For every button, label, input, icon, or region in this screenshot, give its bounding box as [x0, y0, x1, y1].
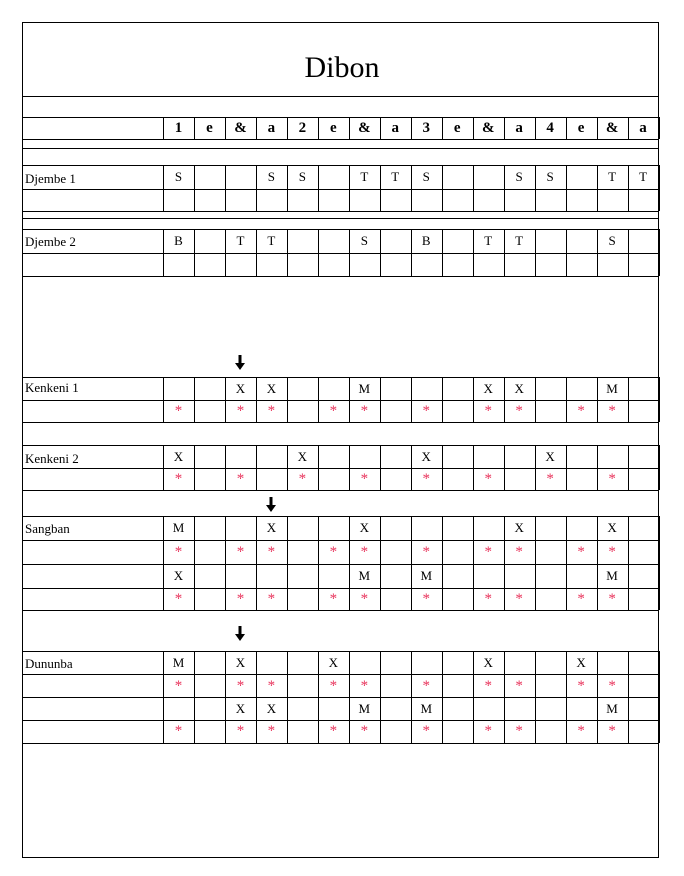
accent-mark: *	[174, 471, 183, 487]
accent-mark: *	[236, 544, 245, 560]
note-cell: T	[484, 233, 493, 248]
note-cell: M	[606, 381, 618, 396]
note-cell: X	[173, 449, 184, 464]
accent-mark: *	[608, 403, 616, 419]
page-title: Dibon	[304, 51, 380, 84]
accent-mark: *	[174, 403, 183, 419]
accent-mark: *	[608, 723, 616, 739]
beat-count: &	[605, 120, 619, 136]
note-cell: T	[608, 169, 617, 184]
accent-mark: *	[484, 403, 492, 419]
beat-count: a	[639, 120, 647, 136]
accent-mark: *	[577, 544, 585, 560]
note-cell: M	[358, 701, 371, 716]
note-cell: X	[607, 520, 617, 535]
note-cell: M	[420, 568, 433, 583]
note-cell: T	[236, 233, 245, 248]
note-cell: X	[266, 381, 277, 396]
note-cell: X	[235, 701, 246, 716]
beat-count: a	[391, 120, 400, 136]
accent-mark: *	[174, 591, 183, 607]
note-cell: X	[328, 655, 339, 670]
note-cell: X	[545, 449, 555, 464]
label-dununba: Dununba	[25, 656, 73, 671]
accent-mark: *	[174, 678, 183, 694]
note-cell: S	[360, 233, 368, 248]
beat-count: &	[358, 120, 371, 136]
note-cell: B	[174, 233, 183, 248]
note-cell: X	[576, 655, 586, 670]
beat-count: e	[206, 120, 213, 136]
note-cell: M	[420, 701, 433, 716]
beat-count: a	[267, 120, 276, 136]
accent-mark: *	[484, 471, 492, 487]
accent-mark: *	[329, 678, 338, 694]
note-cell: S	[298, 169, 306, 184]
accent-mark: *	[608, 591, 616, 607]
note-cell: X	[266, 701, 277, 716]
note-cell: X	[514, 381, 524, 396]
beat-count: &	[234, 120, 247, 136]
accent-mark: *	[329, 723, 338, 739]
beat-count: 2	[298, 120, 307, 136]
accent-mark: *	[267, 403, 276, 419]
accent-mark: *	[515, 403, 523, 419]
beat-count: e	[577, 120, 585, 136]
accent-mark: *	[360, 723, 369, 739]
accent-mark: *	[422, 403, 430, 419]
note-cell: X	[235, 381, 246, 396]
accent-mark: *	[484, 678, 492, 694]
accent-mark: *	[608, 678, 616, 694]
accent-mark: *	[329, 544, 338, 560]
accent-mark: *	[484, 723, 492, 739]
accent-mark: *	[360, 591, 369, 607]
down-arrow-icon	[234, 626, 246, 642]
accent-mark: *	[608, 471, 616, 487]
accent-mark: *	[422, 544, 430, 560]
beat-count: a	[515, 120, 523, 136]
accent-mark: *	[546, 471, 554, 487]
note-cell: S	[422, 169, 430, 184]
note-cell: T	[267, 233, 276, 248]
beat-count: 4	[546, 120, 554, 136]
beat-count: e	[330, 120, 337, 136]
accent-mark: *	[515, 723, 523, 739]
label-djembe-1: Djembe 1	[25, 171, 76, 186]
accent-mark: *	[608, 544, 616, 560]
note-cell: M	[606, 701, 618, 716]
accent-mark: *	[484, 544, 492, 560]
down-arrow-icon	[265, 497, 277, 513]
note-cell: M	[172, 520, 185, 535]
accent-mark: *	[236, 723, 245, 739]
accent-mark: *	[515, 591, 523, 607]
note-cell: X	[483, 655, 493, 670]
accent-mark: *	[236, 678, 245, 694]
accent-mark: *	[329, 403, 338, 419]
accent-mark: *	[174, 723, 183, 739]
note-cell: X	[297, 449, 308, 464]
note-cell: S	[608, 233, 616, 248]
accent-mark: *	[236, 403, 245, 419]
note-cell: M	[606, 568, 618, 583]
note-cell: S	[515, 169, 523, 184]
beat-count: 1	[174, 120, 183, 136]
accent-mark: *	[360, 678, 369, 694]
label-djembe-2: Djembe 2	[25, 234, 76, 249]
accent-mark: *	[298, 471, 307, 487]
down-arrow-icon	[234, 355, 246, 371]
note-cell: T	[639, 169, 648, 184]
accent-mark: *	[236, 471, 245, 487]
label-sangban: Sangban	[25, 521, 70, 536]
accent-mark: *	[515, 544, 523, 560]
beat-count: e	[453, 120, 461, 136]
accent-mark: *	[515, 678, 523, 694]
note-cell: T	[515, 233, 524, 248]
beat-count: 3	[422, 120, 430, 136]
note-cell: X	[235, 655, 246, 670]
accent-mark: *	[577, 403, 585, 419]
note-cell: X	[514, 520, 524, 535]
accent-mark: *	[422, 471, 430, 487]
accent-mark: *	[329, 591, 338, 607]
note-cell: S	[174, 169, 183, 184]
note-cell: M	[358, 568, 371, 583]
accent-mark: *	[422, 678, 430, 694]
label-kenkeni-1: Kenkeni 1	[25, 380, 79, 395]
beat-count: &	[481, 120, 495, 136]
note-cell: T	[391, 169, 400, 184]
accent-mark: *	[267, 591, 276, 607]
note-cell: B	[421, 233, 431, 248]
note-cell: X	[483, 381, 493, 396]
accent-mark: *	[267, 544, 276, 560]
note-cell: M	[358, 381, 371, 396]
note-cell: S	[546, 169, 554, 184]
label-kenkeni-2: Kenkeni 2	[25, 451, 79, 466]
accent-mark: *	[422, 591, 430, 607]
accent-mark: *	[267, 678, 276, 694]
accent-mark: *	[360, 544, 369, 560]
accent-mark: *	[484, 591, 492, 607]
accent-mark: *	[360, 471, 369, 487]
note-cell: M	[172, 655, 185, 670]
accent-mark: *	[577, 678, 585, 694]
note-cell: X	[359, 520, 369, 535]
accent-mark: *	[267, 723, 276, 739]
note-cell: T	[360, 169, 369, 184]
accent-mark: *	[422, 723, 430, 739]
accent-mark: *	[174, 544, 183, 560]
note-cell: X	[421, 449, 431, 464]
note-cell: X	[266, 520, 277, 535]
accent-mark: *	[360, 403, 369, 419]
note-cell: S	[267, 169, 276, 184]
note-cell: X	[173, 568, 184, 583]
accent-mark: *	[236, 591, 245, 607]
accent-mark: *	[577, 591, 585, 607]
accent-mark: *	[577, 723, 585, 739]
